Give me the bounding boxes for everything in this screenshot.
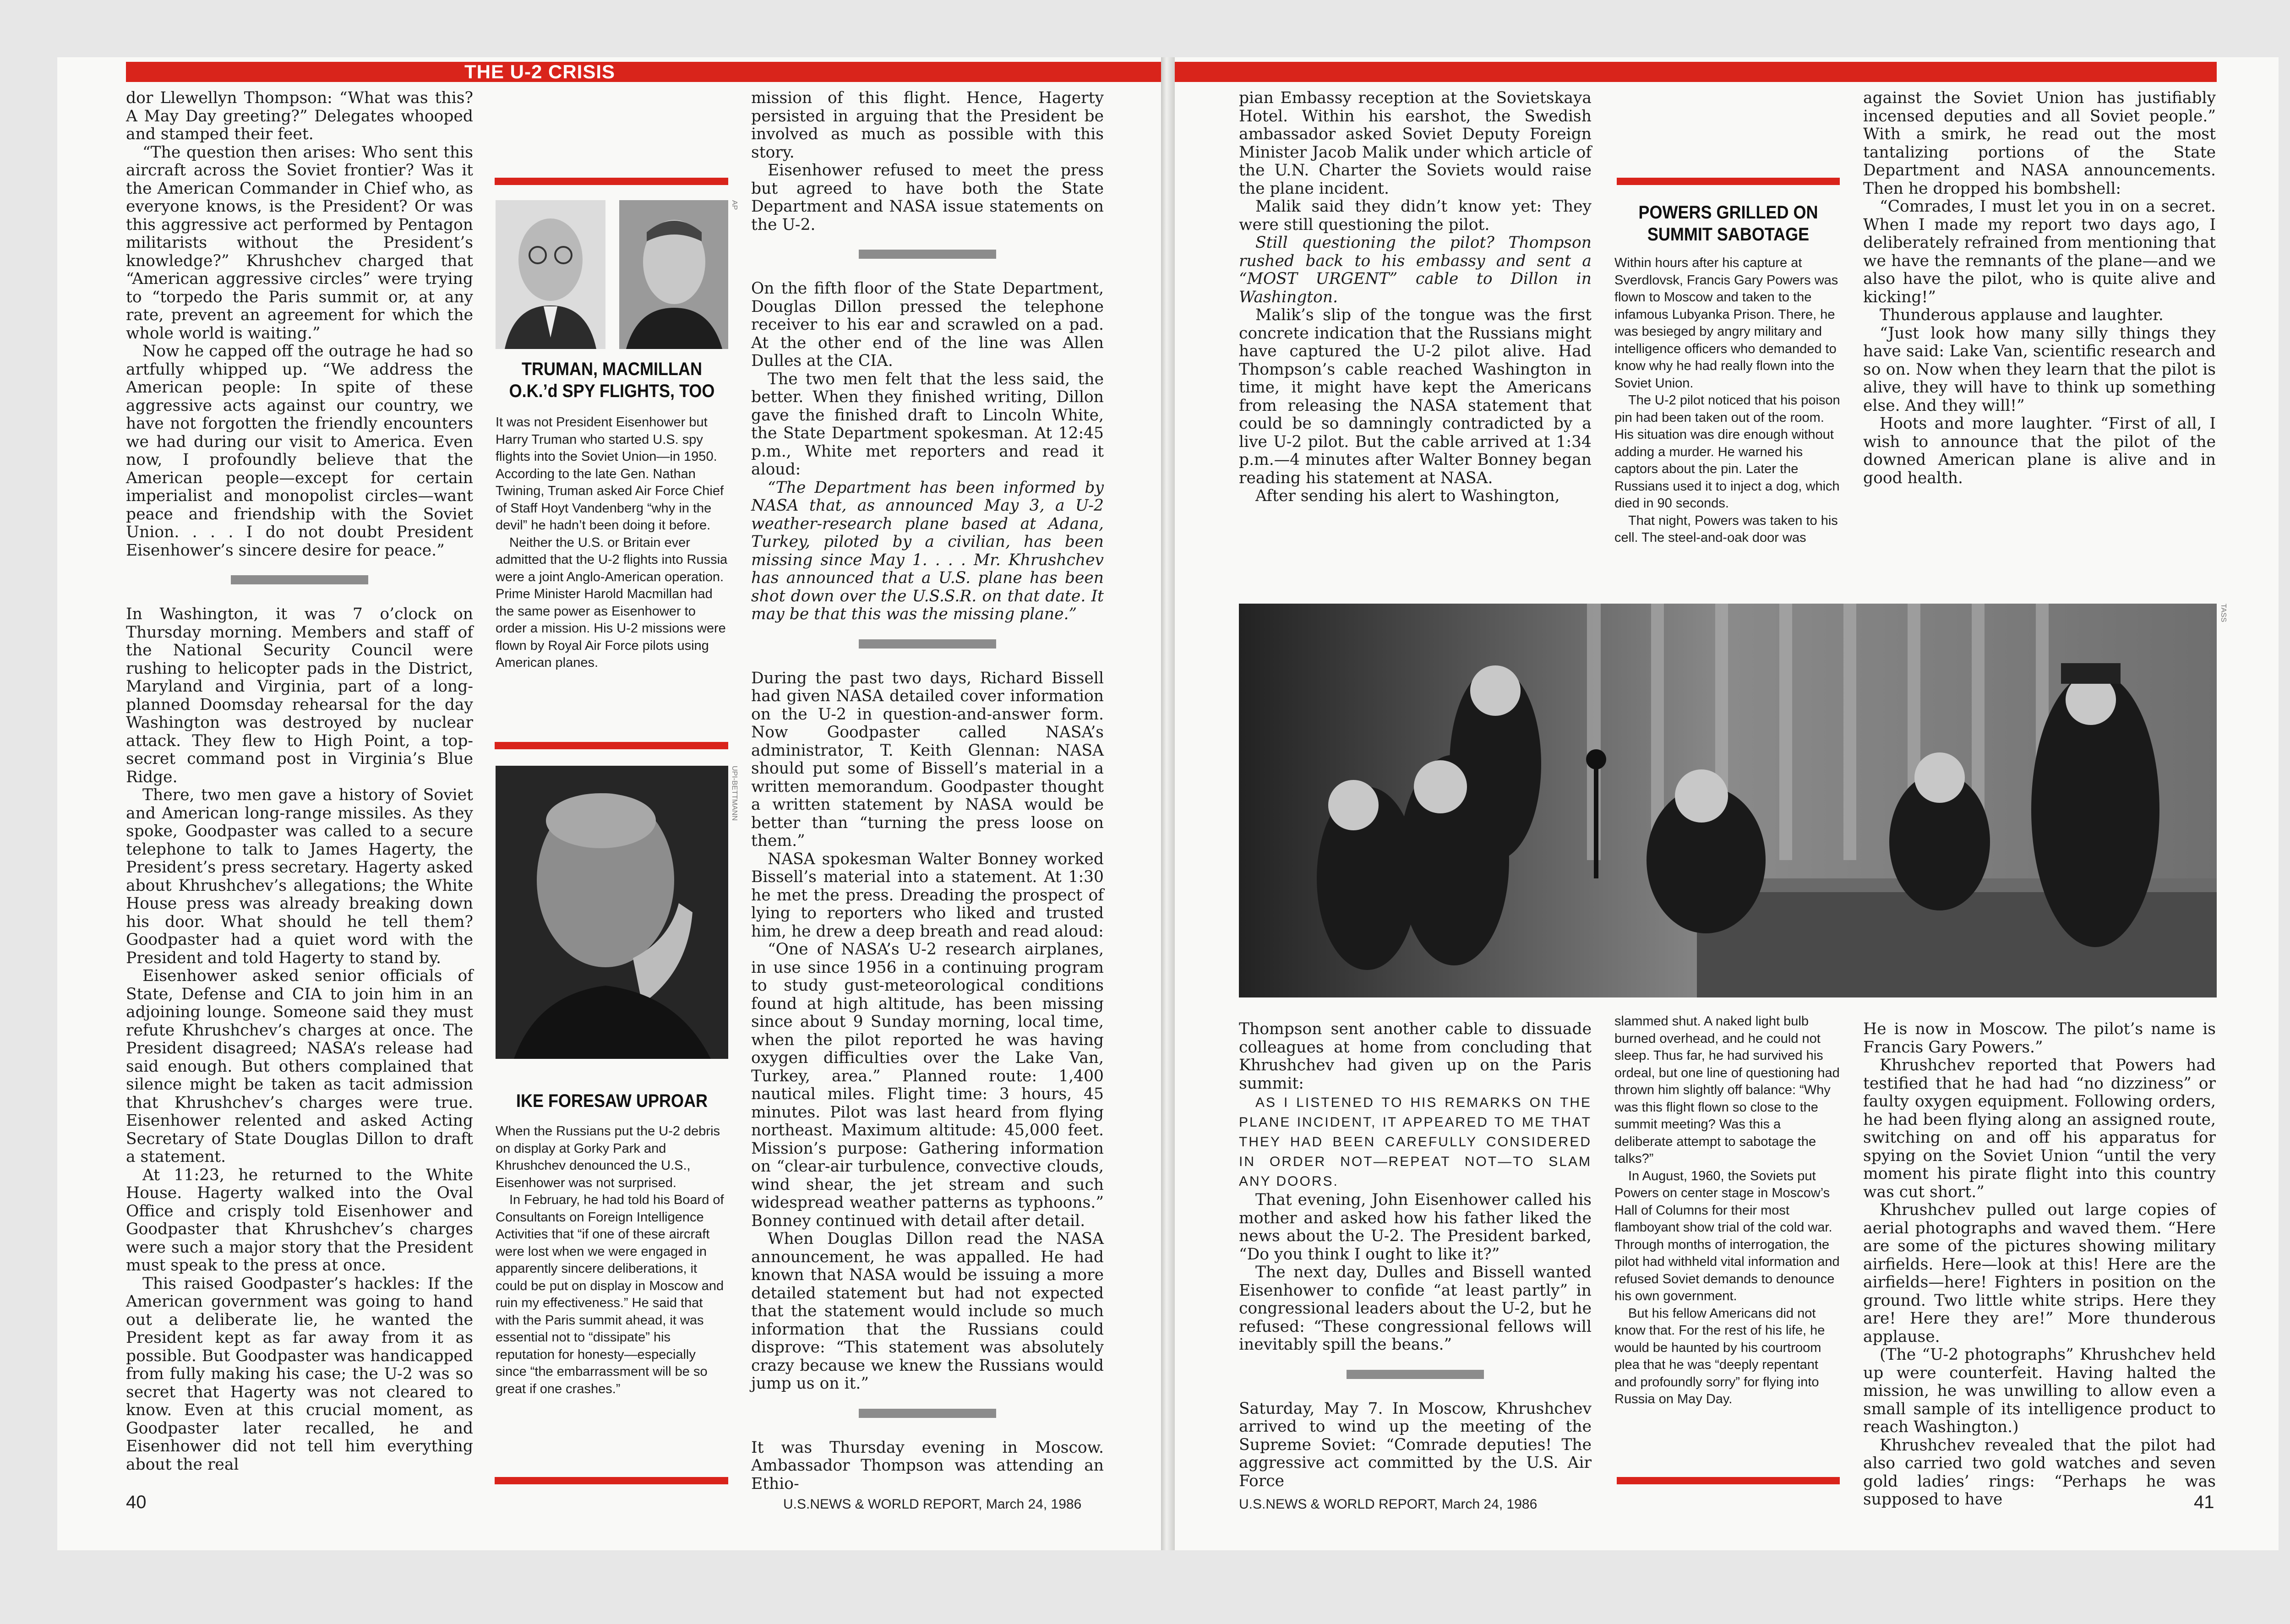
paragraph: “Comrades, I must let you in on a secret. When I made my report two days ago, I deliberately refrained from mentioning that we have the remnants of the plane—and we also have the pilot, who is quite alive and kicking!” — [1863, 197, 2216, 306]
paragraph: In Washington, it was 7 o’clock on Thursday morning. Members and staff of the National Security Council were rushing to helicopter pads in the District, Maryland and Virginia, part of a long-planned Doomsday rehearsal for the day Washington was destroyed by nuclear attack. They flew to High Point, a top-secret command post in Virginia’s Blue Ridge. — [126, 605, 473, 786]
paragraph: against the Soviet Union has justifiably incensed deputies and all Soviet people.” With a smirk, he read out the most tantalizing portions of the State Department and NASA announcements. Then he dropped his bombshell: — [1863, 89, 2216, 198]
paragraph: Now he capped off the outrage he had so artfully whipped up. “We address the American people: In spite of these aggressive acts against our country, we have not forgotten the friendly encounters we had during our visit to America. Even now, I profoundly believe that the American people—except for certain imperialist and monopolist circles—want peace and friendship with the Soviet Union. . . . I do not doubt President Eisenhower’s sincere desire for peace.” — [126, 342, 473, 560]
paragraph: On the fifth floor of the State Department, Douglas Dillon pressed the telephone receiver to his ear and scrawled on a pad. At the other end of the line was Allen Dulles at the CIA. — [751, 279, 1104, 370]
sidebar-title: POWERS GRILLED ON SUMMIT SABOTAGE — [1638, 202, 1818, 245]
quoted-statement: “The Department has been informed by NASA that, as announced May 3, a U-2 weather-research plane based at Adana, Turkey, piloted by a civilian, has been missing since May 1. . . . Mr. Khrushchev has announced that a U.S. plane has been shot down over the U.S.S.R. on that date. It may be that this was the missing plane.” — [751, 478, 1104, 623]
paragraph: Eisenhower refused to meet the press but agreed to have both the State Department and NASA issue statements on the U-2. — [751, 161, 1104, 234]
macmillan-portrait-illustration — [619, 200, 728, 349]
eisenhower-photo-credit: UPI-BETTMANN — [731, 766, 738, 821]
sidebar-top-rule — [495, 178, 728, 185]
paragraph: “Just look how many silly things they have said: Lake Van, scientific research and so on. Now when they learn that the pilot is alive, they will have to think up something else. And they will!” — [1863, 324, 2216, 415]
paragraph: Khrushchev reported that Powers had testified that he had had “no dizziness” or faulty oxygen equipment. Following orders, he had been flying along an assigned route, switching on and off his apparatus for spying on the Soviet Union “until the very moment his pirate flight into this country was cut short.” — [1863, 1056, 2216, 1201]
sidebar-paragraph: In August, 1960, the Soviets put Powers on center stage in Moscow’s Hall of Columns for their most flamboyant show trial of the cold war. Through months of interrogation, the pilot had withheld vital information and refused Soviet demands to denounce his own government. — [1614, 1168, 1840, 1303]
section-separator — [859, 250, 996, 259]
sidebar-paragraph: That night, Powers was taken to his cell. The steel-and-oak door was — [1614, 513, 1838, 545]
section-separator — [859, 639, 996, 649]
paragraph: mission of this flight. Hence, Hagerty persisted in arguing that the President be involved as much as possible with this story. — [751, 89, 1104, 162]
sidebar-truman — [496, 358, 728, 725]
paragraph: Malik’s slip of the tongue was the first concrete indication that the Russians might have captured the U-2 pilot alive. Had Thompson’s cable reached Washington in time, it might have kept the Americans from releasing the NASA statement that could be so damningly contradicted by a live U-2 pilot. But the cable arrived at 1:34 p.m.—4 minutes after Walter Bonney began reading his statement at NASA. — [1239, 306, 1592, 487]
trial-photo-credit: TASS — [2219, 604, 2227, 622]
sidebar-paragraph: In February, he had told his Board of Consultants on Foreign Intelligence Activities that “if one of these aircraft were lost when we were engaged in apparently sincere deliberations, it could be put on display in Moscow and ruin my effectiveness.” He said that with the Paris summit ahead, it was essential not to “dissipate” his reputation for honesty—especially since “the embarrassment will be so great if one crashes.” — [496, 1193, 724, 1396]
left-footer-credit: U.S.NEWS & WORLD REPORT, March 24, 1986 — [783, 1497, 1082, 1512]
truman-photo-credit: AP — [731, 200, 738, 210]
paragraph: There, two men gave a history of Soviet and American long-range missiles. As they spoke, Goodpaster was called to a secure telephone to talk to James Hagerty, the President’s press secretary. Hagerty asked about Khrushchev’s allegations; the White House press was already breaking down his door. What should he tell them? Goodpaster had a quiet word with the President and told Hagerty to stand by. — [126, 786, 473, 967]
eisenhower-photo — [496, 766, 728, 1059]
paragraph: Thompson sent another cable to dissuade colleagues at home from concluding that Khrushchev had given up on the Paris summit: — [1239, 1020, 1592, 1093]
paragraph: “One of NASA’s U-2 research airplanes, in use since 1956 in a continuing program to study gust-meteorological conditions found at high altitude, has been missing since about 9 Sunday morning, local time, when the pilot reported he was having oxygen difficulties over the Lake Van, Turkey, area.” Planned route: 1,400 nautical miles. Flight time: 3 hours, 45 minutes. Pilot was last heard from flying northeast. Maximum altitude: 45,000 feet. Mission’s purpose: Gathering information on “clear-air turbulence, convective clouds, wind shear, the jet stream and such widespread weather patterns as typhoons.” Bonney continued with detail after detail. — [751, 940, 1104, 1230]
eisenhower-portrait-illustration — [496, 766, 728, 1059]
right-column-3-top — [1863, 89, 2216, 582]
sidebar-powers-top — [1614, 202, 1842, 589]
left-page-number: 40 — [126, 1492, 147, 1512]
paragraph: Malik said they didn’t know yet: They were still questioning the pilot. — [1239, 197, 1592, 234]
truman-portrait-illustration — [496, 200, 605, 349]
paragraph: This raised Goodpaster’s hackles: If the American government was going to hand out a deliberate lie, he wanted the President kept as far away from it as possible. But Goodpaster was handicapped from fully making his case; the U-2 was so secret that Hagerty was not cleared to know. Even at this crucial moment, as Goodpaster later recalled, he and Eisenhower did not tell him everything about the real — [126, 1274, 473, 1474]
sidebar-mid-rule — [495, 742, 728, 749]
right-column-1-bottom — [1239, 1020, 1592, 1490]
cable-text: AS I LISTENED TO HIS REMARKS ON THE PLANE INCIDENT, IT APPEARED TO ME THAT THEY HAD BEEN CAREFULLY CONSIDERED IN ORDER NOT—REPEAT NOT—TO SLAM ANY DOORS. — [1239, 1095, 1592, 1189]
paragraph: After sending his alert to Washington, — [1255, 487, 1560, 505]
paragraph: Khrushchev revealed that the pilot had also carried two gold watches and seven gold ladies’ rings: “Perhaps he was supposed to have — [1863, 1436, 2216, 1509]
section-label: THE U-2 CRISIS — [464, 61, 616, 82]
paragraph: Still questioning the pilot? Thompson rushed back to his embassy and sent a “MOST URGENT” cable to Dillon in Washington. — [1239, 234, 1592, 306]
left-column-3 — [751, 89, 1104, 1493]
paragraph: (The “U-2 photographs” Khrushchev held up were counterfeit. Having halted the mission, he was unwilling to allow even a small sample of its intelligence product to reach Washington.) — [1863, 1346, 2216, 1436]
sidebar-paragraph: When the Russians put the U-2 debris on display at Gorky Park and Khrushchev denounced the U.S., Eisenhower was not surprised. — [496, 1124, 720, 1190]
paragraph: “The question then arises: Who sent this aircraft across the Soviet frontier? Was it the American Commander in Chief who, as everyone knows, is the President? Or was this aggressive act performed by Pentagon militarists without the President’s knowledge?” Khrushchev charged that “American aggressive circles” were trying to “torpedo the Paris summit or, at any rate, prevent an agreement for which the whole world is waiting.” — [126, 143, 473, 343]
powers-trial-photo — [1239, 604, 2217, 997]
paragraph: Thunderous applause and laughter. — [1880, 306, 2164, 324]
sidebar-title: TRUMAN, MACMILLAN O.K.’d SPY FLIGHTS, TOO — [509, 359, 715, 401]
right-column-1-top — [1239, 89, 1592, 582]
powers-sidebar-bottom-rule — [1617, 1477, 1840, 1484]
section-separator — [1347, 1370, 1484, 1379]
paragraph: dor Llewellyn Thompson: “What was this? A May Day greeting?” Delegates whooped and stamped their feet. — [126, 89, 473, 143]
sidebar-paragraph: Neither the U.S. or Britain ever admitted that the U-2 flights into Russia were a joint Anglo-American operation. Prime Minister Harold Macmillan had the same power as Eisenhower to order a mission. His U-2 missions were flown by Royal Air Force pilots using American planes. — [496, 535, 728, 670]
paragraph: Khrushchev pulled out large copies of aerial photographs and waved them. “Here are some of the pictures showing military airfields. Here—look at this! Here are the airfields—here! Fighters in position on the ground. Two little white strips. Here they are! Here they are!” More thunderous applause. — [1863, 1201, 2216, 1346]
paragraph: Hoots and more laughter. “First of all, I wish to announce that the pilot of the downed American plane is alive and in good health. — [1863, 414, 2216, 487]
courtroom-scene-illustration — [1239, 604, 2217, 997]
paragraph: It was Thursday evening in Moscow. Ambassador Thompson was attending an Ethio- — [751, 1438, 1104, 1493]
paragraph: That evening, John Eisenhower called his mother and asked how his father liked the news about the U-2. The President barked, “Do you think I ought to like it?” — [1239, 1191, 1592, 1264]
powers-sidebar-top-rule — [1617, 178, 1840, 185]
paragraph: He is now in Moscow. The pilot’s name is Francis Gary Powers.” — [1863, 1020, 2216, 1057]
sidebar-paragraph: But his fellow Americans did not know that. For the rest of his life, he would be haunted by his courtroom plea that he was “deeply repentant and profoundly sorry” for flying into Russia on May Day. — [1614, 1306, 1825, 1406]
section-separator — [859, 1409, 996, 1418]
section-separator — [231, 575, 368, 584]
sidebar-paragraph: Within hours after his capture at Sverdlovsk, Francis Gary Powers was flown to Moscow and taken to the infamous Lubyanka Prison. There, he was besieged by angry military and intelligence officers who demanded to know why he had really flown into the Soviet Union. — [1614, 256, 1838, 391]
section-header-bar-left — [126, 62, 1161, 82]
paragraph: At 11:23, he returned to the White House. Hagerty walked into the Oval Office and crisply told Eisenhower and Goodpaster that Khrushchev’s charges were such a major story that the President must speak to the press at once. — [126, 1166, 473, 1275]
right-footer-credit: U.S.NEWS & WORLD REPORT, March 24, 1986 — [1239, 1497, 1538, 1512]
sidebar-title: IKE FORESAW UPROAR — [516, 1091, 708, 1111]
section-header-bar-right — [1175, 62, 2217, 82]
paragraph: The two men felt that the less said, the better. When they finished writing, Dillon gave the finished draft to Lincoln White, the State Department spokesman. At 12:45 p.m., White met reporters and read it aloud: — [751, 370, 1104, 479]
paragraph: Eisenhower asked senior officials of State, Defense and CIA to join him in an adjoining lounge. Someone said they must refute Khrushchev’s charges at once. The President disagreed; NASA’s release had said enough. But others complained that silence might be taken as tacit admission that Khrushchev’s charges were true. Eisenhower relented and asked Acting Secretary of State Douglas Dillon to draft a statement. — [126, 967, 473, 1166]
sidebar-ike — [496, 1090, 728, 1475]
sidebar-paragraph: slammed shut. A naked light bulb burned overhead, and he could not sleep. Thus far, he had survived his ordeal, but one line of questioning had thrown him slightly off balance: “Why was this flight flown so close to the summit meeting? Was this a deliberate attempt to sabotage the talks?” — [1614, 1014, 1840, 1166]
sidebar-paragraph: The U-2 pilot noticed that his poison pin had been taken out of the room. His situation was dire enough without adding a murder. He warned his captors about the pin. Later the Russians used it to inject a dog, which died in 90 seconds. — [1614, 393, 1840, 511]
truman-photo — [496, 200, 605, 349]
sidebar-bottom-rule — [495, 1477, 728, 1484]
paragraph: The next day, Dulles and Bissell wanted Eisenhower to confide “at least partly” in congressional leaders about the U-2, but he refused: “These congressional fellows will inevitably spill the beans.” — [1239, 1263, 1592, 1354]
paragraph: pian Embassy reception at the Sovietskaya Hotel. Within his earshot, the Swedish ambassador asked Soviet Deputy Foreign Minister Jacob Malik under which article of the U.N. Charter the Soviets would raise the plane incident. — [1239, 89, 1592, 198]
sidebar-powers-bottom — [1614, 1013, 1842, 1476]
spine-gutter — [1161, 57, 1175, 1550]
right-page-number: 41 — [2194, 1492, 2214, 1512]
paragraph: During the past two days, Richard Bissell had given NASA detailed cover information on the U-2 in question-and-answer form. Now Goodpaster called NASA’s administrator, T. Keith Glennan: NASA should put some of Bissell’s material in a written memorandum. Goodpaster thought a written statement by NASA would be better than “turning the press loose on them.” — [751, 669, 1104, 850]
paragraph: When Douglas Dillon read the NASA announcement, he was appalled. He had known that NASA would be issuing a more detailed statement but had not expected that the statement would include so much information that the Russians could disprove: “This statement was absolutely crazy because we knew the Russians would jump us on it.” — [751, 1230, 1104, 1393]
left-column-1 — [126, 89, 473, 1477]
paragraph: Saturday, May 7. In Moscow, Khrushchev arrived to wind up the meeting of the Supreme Soviet: “Comrade deputies! The aggressive act committed by the U.S. Air Force — [1239, 1399, 1592, 1490]
paragraph: NASA spokesman Walter Bonney worked Bissell’s material into a statement. At 1:30 he met the press. Dreading the prospect of lying to reporters who liked and trusted him, he drew a deep breath and read aloud: — [751, 850, 1104, 941]
sidebar-paragraph: It was not President Eisenhower but Harry Truman who started U.S. spy flights into the Soviet Union—in 1950. According to the late Gen. Nathan Twining, Truman asked Air Force Chief of Staff Hoyt Vandenberg “why in the devil” he hadn’t been doing it before. — [496, 415, 724, 533]
macmillan-photo — [619, 200, 728, 349]
